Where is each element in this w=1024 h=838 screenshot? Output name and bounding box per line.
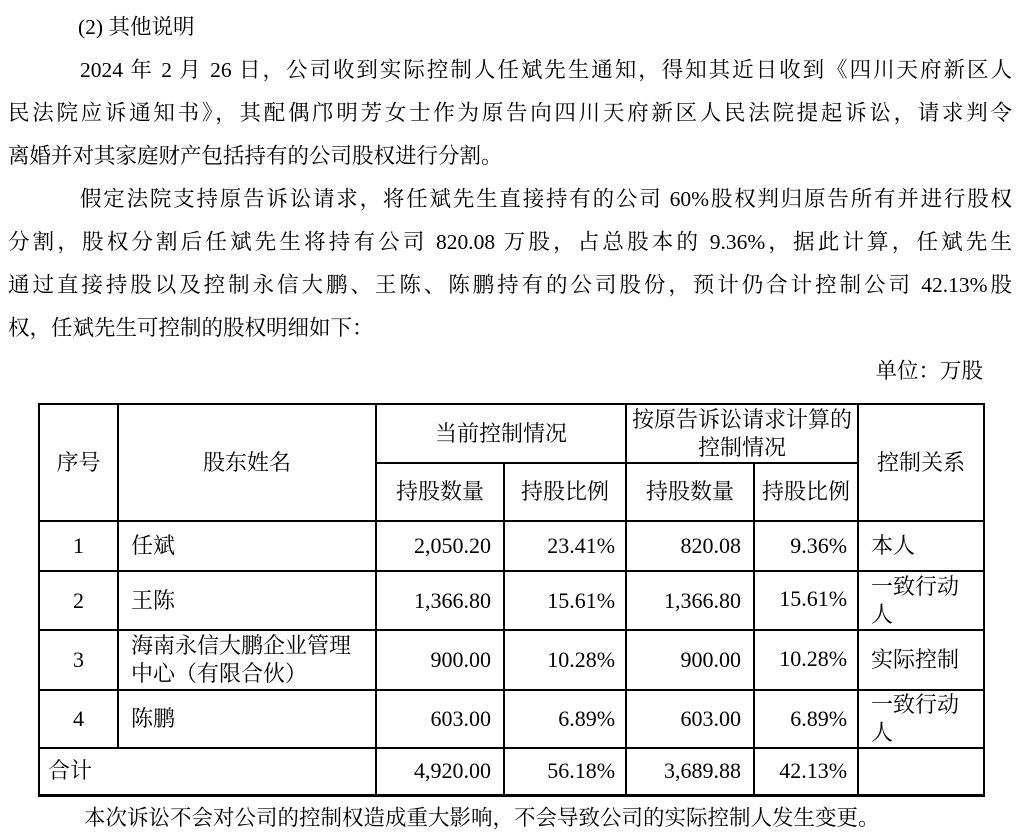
footer-note: 本次诉讼不会对公司的控制权造成重大影响，不会导致公司的实际控制人发生变更。	[84, 805, 880, 830]
cell-seq: 3	[39, 630, 118, 690]
table-row	[39, 571, 984, 630]
unit-label: 单位：万股	[875, 359, 983, 383]
table-row	[39, 690, 984, 748]
cell-claim-ratio: 6.89%	[754, 690, 858, 748]
cell-claim-ratio: 9.36%	[754, 521, 858, 571]
cell-current-qty: 603.00	[376, 690, 504, 748]
cell-shareholder-name: 任斌	[118, 521, 376, 571]
paragraph-line: 假定法院支持原告诉讼请求，将任斌先生直接持有的公司 60%股权判归原告所有并进行股权	[80, 187, 1012, 211]
paragraph-line: 通过直接持股以及控制永信大鹏、王陈、陈鹏持有的公司股份，预计仍合计控制公司 42.13%股	[8, 273, 1012, 297]
cell-control-relation: 实际控制	[858, 630, 984, 690]
cell-current-ratio: 23.41%	[504, 521, 626, 571]
header-claim-qty: 持股数量	[626, 463, 754, 521]
header-claim-control-group: 按原告诉讼请求计算的控制情况	[626, 404, 858, 463]
cell-control-relation: 一致行动人	[858, 690, 984, 748]
cell-seq: 1	[39, 521, 118, 571]
cell-total-control-relation	[858, 748, 984, 795]
paragraph-2	[8, 178, 1012, 350]
cell-claim-ratio: 15.61%	[754, 571, 858, 630]
cell-total-label: 合计	[39, 748, 376, 795]
cell-current-ratio: 15.61%	[504, 571, 626, 630]
header-shareholder-name: 股东姓名	[118, 404, 376, 521]
shareholding-table	[38, 403, 985, 797]
cell-claim-qty: 820.08	[626, 521, 754, 571]
table-row	[39, 521, 984, 571]
paragraph-line: 权，任斌先生可控制的股权明细如下：	[8, 316, 374, 340]
cell-total-current-qty: 4,920.00	[376, 748, 504, 795]
cell-total-claim-qty: 3,689.88	[626, 748, 754, 795]
cell-total-claim-ratio: 42.13%	[754, 748, 858, 795]
cell-claim-ratio: 10.28%	[754, 630, 858, 690]
header-current-ratio: 持股比例	[504, 463, 626, 521]
table-header-row-group	[39, 404, 984, 463]
cell-control-relation: 一致行动人	[858, 571, 984, 630]
cell-claim-qty: 603.00	[626, 690, 754, 748]
cell-shareholder-name: 海南永信大鹏企业管理中心（有限合伙）	[118, 630, 376, 690]
cell-current-ratio: 10.28%	[504, 630, 626, 690]
header-claim-ratio: 持股比例	[754, 463, 858, 521]
cell-seq: 4	[39, 690, 118, 748]
paragraph-line: 离婚并对其家庭财产包括持有的公司股权进行分割。	[8, 144, 503, 168]
table-total-row	[39, 748, 984, 795]
paragraph-line: 2024 年 2 月 26 日，公司收到实际控制人任斌先生通知，得知其近日收到《四川天府新区人	[80, 58, 1012, 82]
header-control-relation: 控制关系	[858, 404, 984, 521]
cell-claim-qty: 900.00	[626, 630, 754, 690]
header-seq: 序号	[39, 404, 118, 521]
cell-shareholder-name: 陈鹏	[118, 690, 376, 748]
header-current-control-group: 当前控制情况	[376, 404, 626, 463]
cell-total-current-ratio: 56.18%	[504, 748, 626, 795]
cell-current-ratio: 6.89%	[504, 690, 626, 748]
section-heading: (2) 其他说明	[78, 15, 195, 39]
cell-seq: 2	[39, 571, 118, 630]
paragraph-line: 分割，股权分割后任斌先生将持有公司 820.08 万股，占总股本的 9.36%，据此计算，任斌先生	[8, 230, 1012, 254]
cell-current-qty: 1,366.80	[376, 571, 504, 630]
cell-current-qty: 2,050.20	[376, 521, 504, 571]
paragraph-line: 民法院应诉通知书》，其配偶邝明芳女士作为原告向四川天府新区人民法院提起诉讼，请求判令	[8, 101, 1012, 125]
table-row	[39, 630, 984, 690]
paragraph-1	[8, 49, 1012, 178]
cell-control-relation: 本人	[858, 521, 984, 571]
cell-shareholder-name: 王陈	[118, 571, 376, 630]
cell-current-qty: 900.00	[376, 630, 504, 690]
header-current-qty: 持股数量	[376, 463, 504, 521]
cell-claim-qty: 1,366.80	[626, 571, 754, 630]
